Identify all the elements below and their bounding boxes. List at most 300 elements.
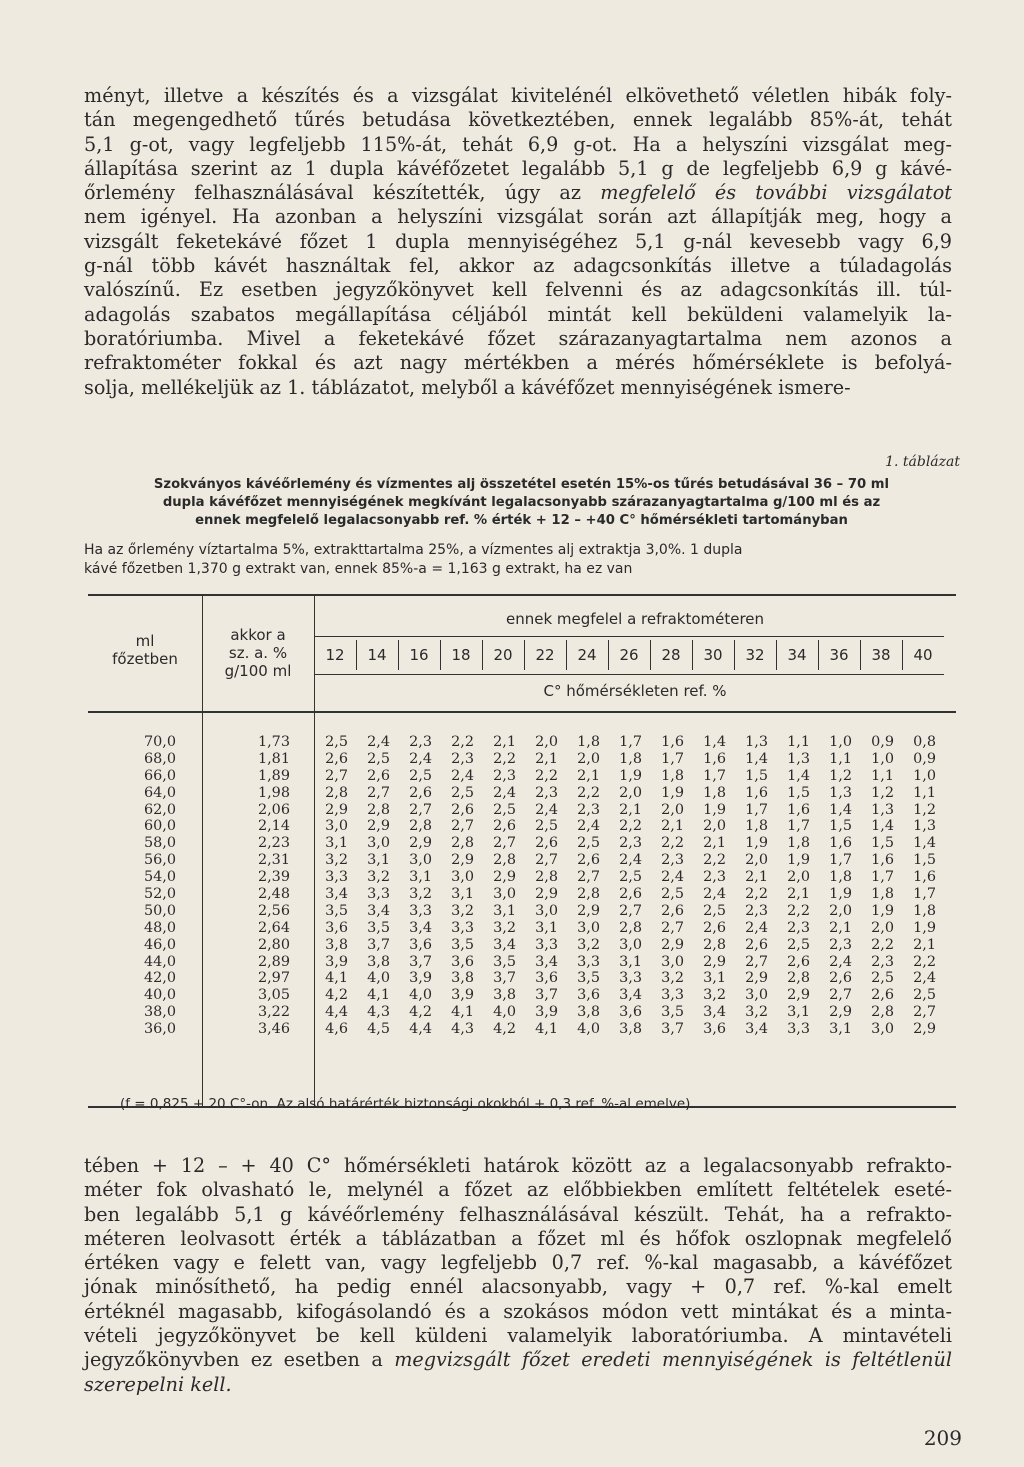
table-cell: 2,5 [787,936,810,953]
table-cell: 2,3 [787,919,810,936]
table-cell: 2,8 [367,801,390,818]
temperature-divider [818,640,819,670]
table-cell: 2,2 [535,767,558,784]
table-cell: 1,7 [829,852,852,869]
table-cell: 2,8 [493,852,516,869]
table-cell: 3,2 [409,886,432,903]
table-cell: 2,3 [409,734,432,750]
table-cell: 2,5 [577,835,600,852]
note-line: kávé főzetben 1,370 g extrakt van, ennek 85%-a = 1,163 g extrakt, ha ez van [84,561,633,577]
table-cell: 3,6 [535,970,558,987]
value-column [608,734,642,1038]
table-cell: 1,8 [619,750,642,767]
table-cell: 1,6 [745,784,768,801]
table-cell: 2,5 [367,750,390,767]
text-line: refraktométer fokkal és azt nagy mértékben a mérés hőmérséklete is befolyá- [84,351,952,375]
table-cell: 2,2 [577,784,600,801]
table-cell: 2,9 [703,953,726,970]
table-cell: 2,2 [661,835,684,852]
table-cell: 2,4 [619,852,642,869]
table-cell: 3,2 [703,987,726,1004]
table-cell: 2,2 [787,902,810,919]
text-line: tében + 12 – + 40 C° hőmérsékleti határok között az a legalacsonyabb refrakto- [84,1154,952,1177]
table-cell: 1,7 [745,801,768,818]
table-cell: 3,1 [367,852,390,869]
table-cell: 2,39 [257,869,290,886]
table-cell: 2,9 [409,835,432,852]
emphasis: megvizsgált főzet eredeti mennyiségének is feltétlenül [394,1348,952,1372]
table-cell: 3,7 [367,936,390,953]
table-cell: 3,1 [409,869,432,886]
table-cell: 2,7 [829,987,852,1004]
span-header: ennek megfelel a refraktométeren [505,610,765,628]
table-cell: 3,6 [325,919,348,936]
table-cell: 52,0 [143,886,176,903]
table-cell: 4,2 [493,1021,516,1038]
dry-header-line: g/100 ml [224,662,292,680]
caption-line: Szokványos kávéőrlemény és vízmentes alj összetétel esetén 15%-os tűrés betudásával 36 – 70 ml [153,477,890,492]
table-cell: 3,0 [325,818,348,835]
table-cell: 2,5 [409,767,432,784]
ml-header-line: ml [135,632,155,650]
table-cell: 3,3 [535,936,558,953]
table-cell: 2,8 [325,784,348,801]
table-cell: 2,9 [913,1021,936,1038]
table-cell: 2,9 [535,886,558,903]
table-cell: 1,4 [787,767,810,784]
text-line: értéken vagy e felett van, vagy legfeljebb 0,7 ref. %-kal magasabb, a kávéfőzet [84,1251,952,1275]
table-cell: 2,5 [325,734,348,750]
value-column [818,734,852,1038]
dry-header [202,626,314,680]
table-cell: 2,7 [325,767,348,784]
table-cell: 1,7 [619,734,642,750]
table-cell: 2,3 [451,750,474,767]
ml-header-line: főzetben [112,650,178,668]
table-cell: 3,5 [367,919,390,936]
table-cell: 3,0 [535,902,558,919]
temperature-divider [734,640,735,670]
table-cell: 3,05 [257,987,290,1004]
table-cell: 2,8 [535,869,558,886]
table-cell: 3,0 [367,835,390,852]
table-cell: 1,8 [871,886,894,903]
temperature-header: 30 [703,646,723,664]
table-cell: 2,0 [703,818,726,835]
table-cell: 70,0 [143,734,176,750]
table-cell: 3,8 [367,953,390,970]
text-line: állapítása szerint az 1 dupla kávéfőzetet legalább 5,1 g de legfeljebb 6,9 g kávé- [84,156,952,180]
table-cell: 3,7 [409,953,432,970]
table-cell: 2,3 [829,936,852,953]
value-column [860,734,894,1038]
table-cell: 3,1 [451,886,474,903]
table-cell: 3,1 [787,1004,810,1021]
table-cell: 3,0 [871,1021,894,1038]
table-cell: 2,3 [577,801,600,818]
table-cell: 3,0 [661,953,684,970]
table-cell: 1,9 [661,784,684,801]
table-cell: 0,9 [913,750,936,767]
table-cell: 3,8 [493,987,516,1004]
table-cell: 1,8 [787,835,810,852]
table-cell: 2,7 [367,784,390,801]
table-cell: 4,0 [367,970,390,987]
temperature-divider [608,640,609,670]
table-cell: 4,4 [409,1021,432,1038]
table-cell: 1,81 [257,750,290,767]
table-cell: 2,8 [619,919,642,936]
table-cell: 3,4 [745,1021,768,1038]
table-cell: 1,3 [745,734,768,750]
table-cell: 3,3 [451,919,474,936]
temperature-header: 34 [787,646,807,664]
table-cell: 1,6 [913,869,936,886]
table-cell: 4,0 [409,987,432,1004]
table-header-rule [88,711,956,713]
table-cell: 4,1 [451,1004,474,1021]
text-line: jegyzőkönyvben ez esetben a megvizsgált főzet eredeti mennyiségének is feltétlenül [84,1348,952,1372]
table-cell: 2,3 [871,953,894,970]
table-cell: 3,3 [409,902,432,919]
table-cell: 3,0 [493,886,516,903]
table-cell: 3,8 [451,970,474,987]
table-cell: 2,6 [787,953,810,970]
table-cell: 2,9 [829,1004,852,1021]
ml-header [88,632,202,668]
table-cell: 3,8 [577,1004,600,1021]
table-cell: 3,9 [409,970,432,987]
table-cell: 2,7 [409,801,432,818]
table-cell: 2,4 [493,784,516,801]
table-cell: 3,2 [661,970,684,987]
table-cell: 2,06 [257,801,290,818]
text-line: ben legalább 5,1 g kávéőrlemény felhasználásával készült. Tehát, ha a refrakto- [84,1202,952,1226]
table-cell: 2,6 [451,801,474,818]
table-cell: 2,9 [661,936,684,953]
table-top-rule [88,594,956,596]
table-cell: 1,7 [661,750,684,767]
table-cell: 1,6 [787,801,810,818]
table-cell: 2,5 [913,987,936,1004]
table-cell: 2,97 [257,970,290,987]
table-cell: 2,6 [577,852,600,869]
table-cell: 2,5 [871,970,894,987]
table-cell: 3,3 [367,886,390,903]
table-cell: 3,8 [325,936,348,953]
table-cell: 1,8 [829,869,852,886]
table-cell: 2,6 [829,970,852,987]
dry-column [202,734,290,1038]
table-cell: 1,1 [871,767,894,784]
table-cell: 3,5 [661,1004,684,1021]
table-cell: 2,4 [367,734,390,750]
table-cell: 3,4 [493,936,516,953]
table-cell: 4,0 [493,1004,516,1021]
table-cell: 2,2 [703,852,726,869]
table-cell: 1,9 [913,919,936,936]
table-cell: 2,1 [577,767,600,784]
value-column [650,734,684,1038]
table-cell: 2,6 [745,936,768,953]
table-cell: 2,0 [577,750,600,767]
table-cell: 3,4 [703,1004,726,1021]
table-cell: 1,3 [787,750,810,767]
table-cell: 2,9 [745,970,768,987]
table-cell: 1,89 [257,767,290,784]
table-cell: 2,56 [257,902,290,919]
table-reference: 1. táblázat [885,454,960,470]
table-cell: 3,0 [409,852,432,869]
table-cell: 4,0 [577,1021,600,1038]
table-cell: 2,7 [619,902,642,919]
temperature-divider [356,640,357,670]
text-line: ményt, illetve a készítés és a vizsgálat kivitelénél elkövethető véletlen hibák foly- [84,84,952,107]
text-line: jónak minősíthető, ha pedig ennél alacsonyabb, vagy + 0,7 ref. %-kal emelt [84,1275,952,1299]
table-cell: 1,4 [829,801,852,818]
table-cell: 2,0 [829,902,852,919]
table-cell: 3,6 [409,936,432,953]
table-cell: 38,0 [143,1004,176,1021]
table-cell: 2,6 [409,784,432,801]
table-cell: 1,8 [577,734,600,750]
table-cell: 2,4 [745,919,768,936]
temperature-divider [650,640,651,670]
table-cell: 2,6 [325,750,348,767]
table-cell: 3,5 [325,902,348,919]
table-cell: 2,6 [703,919,726,936]
table-cell: 0,8 [913,734,936,750]
text-line: vételi jegyzőkönyvet be kell küldeni valamelyik laboratóriumba. A mintavételi [84,1324,952,1348]
table-cell: 1,4 [913,835,936,852]
table-cell: 2,1 [703,835,726,852]
table-cell: 48,0 [143,919,176,936]
table-cell: 2,9 [493,869,516,886]
table-cell: 2,4 [577,818,600,835]
value-column [902,734,936,1038]
table-cell: 1,5 [787,784,810,801]
table-cell: 68,0 [143,750,176,767]
table-cell: 2,3 [535,784,558,801]
table-cell: 2,1 [661,818,684,835]
table-cell: 1,9 [619,767,642,784]
table-cell: 1,0 [829,734,852,750]
table-cell: 1,6 [661,734,684,750]
temperature-divider [440,640,441,670]
table-cell: 3,9 [325,953,348,970]
table-cell: 4,3 [451,1021,474,1038]
table-cell: 2,14 [257,818,290,835]
table-cell: 1,1 [913,784,936,801]
table-cell: 40,0 [143,987,176,1004]
table-cell: 36,0 [143,1021,176,1038]
temperature-header: 38 [871,646,891,664]
table-cell: 1,6 [871,852,894,869]
table-cell: 2,0 [745,852,768,869]
table-cell: 1,1 [787,734,810,750]
table-cell: 2,3 [703,869,726,886]
data-table [88,594,956,1108]
table-footnote: (f = 0,825 + 20 C°-on. Az alsó határérték biztonsági okokból + 0,3 ref. %-al emelve). [120,1096,695,1112]
emphasis: megfelelő és további vizsgálatot [600,181,952,205]
table-cell: 3,4 [535,953,558,970]
table-cell: 1,6 [703,750,726,767]
paragraph-top [84,84,952,400]
temperature-header: 22 [535,646,555,664]
temperature-header: 16 [409,646,429,664]
temperature-header: 40 [913,646,933,664]
table-cell: 1,73 [257,734,290,750]
temperature-header: 26 [619,646,639,664]
table-cell: 1,7 [871,869,894,886]
table-cell: 2,2 [619,818,642,835]
page-number: 209 [923,1426,962,1450]
table-cell: 3,6 [577,987,600,1004]
table-cell: 1,0 [913,767,936,784]
table-cell: 2,3 [493,767,516,784]
table-cell: 2,9 [367,818,390,835]
table-cell: 1,5 [829,818,852,835]
table-cell: 46,0 [143,936,176,953]
table-cell: 3,2 [451,902,474,919]
table-cell: 60,0 [143,818,176,835]
table-cell: 3,3 [325,869,348,886]
table-cell: 3,0 [745,987,768,1004]
table-cell: 2,2 [451,734,474,750]
table-cell: 2,1 [787,886,810,903]
table-cell: 1,5 [871,835,894,852]
table-cell: 4,2 [325,987,348,1004]
table-cell: 2,23 [257,835,290,852]
table-cell: 62,0 [143,801,176,818]
table-cell: 2,89 [257,953,290,970]
table-cell: 2,5 [619,869,642,886]
table-cell: 64,0 [143,784,176,801]
table-cell: 4,1 [325,970,348,987]
temperature-header: 20 [493,646,513,664]
table-cell: 2,3 [661,852,684,869]
table-cell: 1,9 [871,902,894,919]
table-cell: 2,31 [257,852,290,869]
text-line: vizsgált feketekávé főzet 1 dupla mennyiségéhez 5,1 g-nál kevesebb vagy 6,9 [84,229,952,253]
table-cell: 42,0 [143,970,176,987]
text-line: értéknél magasabb, kifogásolandó és a szokásos módon vett mintákat és a minta- [84,1299,952,1323]
table-cell: 3,5 [451,936,474,953]
table-cell: 2,6 [661,902,684,919]
table-cell: 3,4 [325,886,348,903]
temperature-divider [482,640,483,670]
value-column [734,734,768,1038]
table-cell: 3,1 [325,835,348,852]
table-cell: 2,4 [661,869,684,886]
table-cell: 2,6 [367,767,390,784]
table-cell: 2,1 [745,869,768,886]
table-cell: 3,8 [619,1021,642,1038]
table-cell: 2,5 [451,784,474,801]
table-cell: 3,1 [703,970,726,987]
dry-header-line: sz. a. % [228,644,288,662]
table-cell: 50,0 [143,902,176,919]
table-cell: 2,4 [829,953,852,970]
table-cell: 1,3 [829,784,852,801]
text-line: adagolás szabatos megállapítása céljából mintát kell beküldeni valamelyik la- [84,302,952,326]
table-cell: 2,1 [913,936,936,953]
table-cell: 66,0 [143,767,176,784]
value-column [356,734,390,1038]
caption-line: ennek megfelelő legalacsonyabb ref. % érték + 12 – +40 C° hőmérsékleti tartományban [195,513,848,528]
table-cell: 1,9 [703,801,726,818]
table-cell: 1,9 [829,886,852,903]
value-column [776,734,810,1038]
table-cell: 2,2 [745,886,768,903]
temperature-divider [776,640,777,670]
table-cell: 2,7 [661,919,684,936]
temperature-divider [860,640,861,670]
text-line: boratóriumba. Mivel a feketekávé főzet szárazanyagtartalma nem azonos a [84,326,952,350]
table-cell: 2,5 [661,886,684,903]
table-cell: 2,1 [535,750,558,767]
table-cell: 2,0 [619,784,642,801]
table-cell: 3,7 [535,987,558,1004]
table-cell: 2,7 [913,1004,936,1021]
table-cell: 2,64 [257,919,290,936]
table-cell: 3,1 [535,919,558,936]
table-cell: 2,6 [493,818,516,835]
table-cell: 2,9 [577,902,600,919]
table-cell: 2,4 [409,750,432,767]
table-cell: 1,3 [913,818,936,835]
table-cell: 1,7 [787,818,810,835]
table-cell: 2,4 [913,970,936,987]
temperature-divider [566,640,567,670]
text-line: solja, mellékeljük az 1. táblázatot, melyből a kávéfőzet mennyiségének ismere- [84,375,851,399]
table-cell: 2,1 [493,734,516,750]
table-cell: 3,5 [577,970,600,987]
table-cell: 3,7 [493,970,516,987]
table-cell: 2,0 [661,801,684,818]
table-cell: 2,0 [871,919,894,936]
table-cell: 56,0 [143,852,176,869]
table-cell: 1,7 [913,886,936,903]
table-cell: 2,3 [619,835,642,852]
table-cell: 2,9 [325,801,348,818]
span-header-rule [314,636,944,637]
table-cell: 3,2 [367,869,390,886]
table-cell: 2,80 [257,936,290,953]
table-caption [84,476,959,530]
caption-line: dupla kávéfőzet mennyiségének megkívánt legalacsonyabb szárazanyagtartalma g/100 ml és az [162,495,881,510]
table-cell: 2,9 [787,987,810,1004]
table-cell: 2,7 [577,869,600,886]
table-cell: 1,1 [829,750,852,767]
table-cell: 3,4 [409,919,432,936]
table-cell: 1,8 [661,767,684,784]
table-cell: 4,3 [367,1004,390,1021]
table-cell: 2,6 [619,886,642,903]
table-cell: 3,22 [257,1004,290,1021]
temperature-divider [398,640,399,670]
temperature-header: 14 [367,646,387,664]
table-cell: 2,5 [535,818,558,835]
value-column [524,734,558,1038]
table-cell: 3,6 [619,1004,642,1021]
table-cell: 2,8 [577,886,600,903]
table-cell: 54,0 [143,869,176,886]
table-cell: 1,9 [745,835,768,852]
table-cell: 2,0 [787,869,810,886]
text-line: őrlemény felhasználásával készítették, úgy az megfelelő és további vizsgálatot [84,181,952,205]
table-cell: 1,8 [913,902,936,919]
